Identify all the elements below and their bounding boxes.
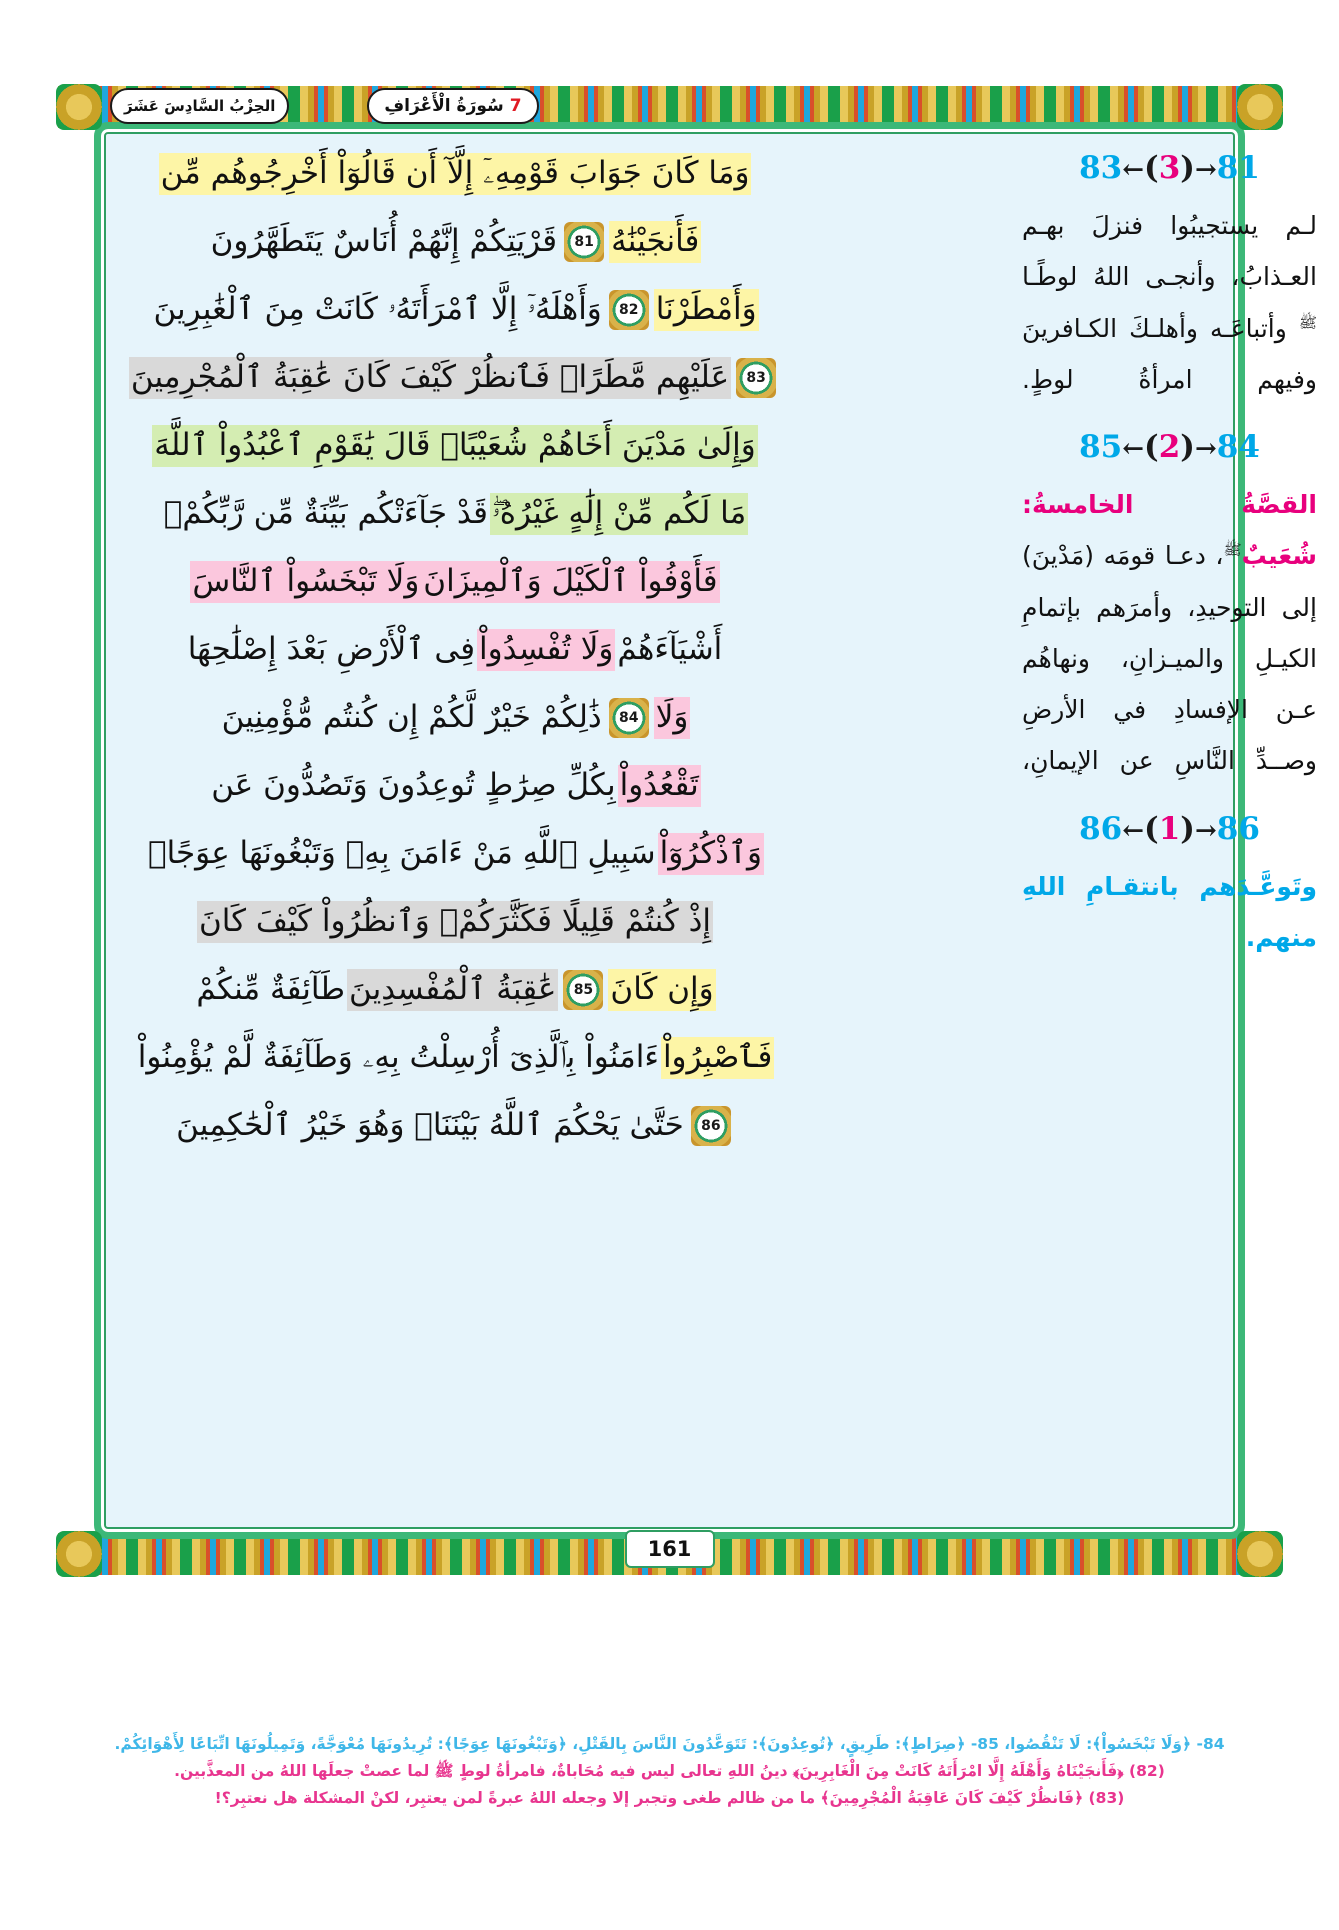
aya-number: 82 (619, 302, 639, 318)
tafsir-text-run: وأتباعَـه وأهلـكَ الكـافرينَ وفيهم امرأةُ لوطٍ. (1022, 313, 1317, 394)
quran-text-segment: سَبِيلِ ٱللَّهِ مَنْ ءَامَنَ بِهِۦ وَتَبْغُونَهَا عِوَجًاۚ (147, 835, 656, 872)
quran-line (110, 684, 800, 752)
tafsir-paragraph (1022, 479, 1317, 787)
surah-number: 7 (509, 96, 522, 116)
quran-text-segment: وَلَا (654, 697, 691, 739)
range-right-aya: 81 (1216, 150, 1260, 186)
surah-name: سُورَةُ الْأَعْرَافِ (384, 96, 504, 116)
frame-corner-bottom-left (56, 1531, 102, 1577)
quran-text-segment: فَأَنجَيْنَٰهُ (609, 221, 701, 263)
range-left-aya: 86 (1079, 810, 1123, 847)
quran-text-segment: عَلَيْهِم مَّطَرًاۖ فَٱنظُرْ كَيْفَ كَانَ عَٰقِبَةُ ٱلْمُجْرِمِينَ (129, 357, 731, 399)
tafsir-sidebar (1022, 150, 1317, 987)
quran-text-segment: وَٱذْكُرُوٓاْ (658, 833, 764, 875)
quran-text-segment: قَرْيَتِكُمْ إِنَّهُمْ أُنَاسٌ يَتَطَهَّرُونَ (210, 223, 558, 260)
quran-text-segment: أَشْيَآءَهُمْ (617, 631, 723, 668)
quran-line (110, 208, 800, 276)
quran-line (110, 1092, 800, 1160)
footnotes-section (40, 1731, 1299, 1812)
quran-text-segment: قَدْ جَآءَتْكُم بَيِّنَةٌ مِّن رَّبِّكُمْۖ (163, 495, 488, 532)
aya-number-marker (609, 698, 649, 738)
tafsir-text-run: القصَّةُ الخامسةُ: (1022, 490, 1317, 519)
quran-text-segment: طَآئِفَةٌ مِّنكُمْ (196, 971, 346, 1008)
range-right-aya: 86 (1216, 810, 1260, 847)
aya-number: 85 (573, 982, 594, 998)
frame-corner-top-right (1237, 84, 1283, 130)
footnote-line: (83) ﴿فَانظُرْ كَيْفَ كَانَ عَاقِبَةُ الْمُجْرِمِينَ﴾ ما من ظالم طغى وتجبر إلا وجعله اللهُ عبرةً لمن يعتبِر، لكنْ المشكلة هل نعتبِر؟! (214, 1788, 1125, 1807)
quran-text-segment: بِكُلِّ صِرَٰطٍ تُوعِدُونَ وَتَصُدُّونَ عَن (211, 767, 616, 804)
tafsir-text-run: وتَوعَّـدَهم بانتقـامِ اللهِ منهم. (1022, 871, 1317, 952)
quran-line (110, 140, 800, 208)
quran-text-block (110, 140, 800, 1290)
hizb-badge (110, 88, 289, 124)
tafsir-block (1022, 811, 1317, 964)
tafsir-text-run: ، دعـا قومَه (مَدْينَ) إلى التوحيدِ، وأمرَهم بإتمامِ الكيـلِ والميـزانِ، ونهاهُم عـن الإفسادِ في الأرضِ وصــدِّ النَّاسِ عن الإيمانِ، (1022, 541, 1317, 776)
quran-text-segment: فِى ٱلْأَرْضِ بَعْدَ إِصْلَٰحِهَا (187, 631, 476, 668)
aya-number-marker (691, 1106, 731, 1146)
hizb-label: الحِزْبُ السَّادِسَ عَشَرَ (124, 97, 276, 115)
page-number: 161 (647, 1537, 692, 1561)
aya-number-marker (563, 970, 603, 1010)
tafsir-paragraph (1022, 861, 1317, 964)
aya-range-header (1022, 150, 1317, 186)
quran-line (110, 888, 800, 956)
range-aya-count: 1 (1158, 810, 1181, 847)
page-number-badge (625, 1530, 715, 1568)
quran-text-segment: تَقْعُدُواْ (618, 765, 701, 807)
quran-text-segment: إِذْ كُنتُمْ قَلِيلًا فَكَثَّرَكُمْۖ وَٱنظُرُواْ كَيْفَ كَانَ (197, 901, 713, 943)
honorific-icon: ﷺ (1298, 313, 1317, 332)
aya-number-marker (609, 290, 649, 330)
range-paren-close: ) (1180, 810, 1195, 847)
quran-text-segment: حَتَّىٰ يَحْكُمَ ٱللَّهُ بَيْنَنَاۚ وَهُوَ خَيْرُ ٱلْحَٰكِمِينَ (176, 1107, 684, 1144)
right-arrow-icon: → (1194, 434, 1217, 464)
quran-text-segment: وَلَا تَبْخَسُواْ ٱلنَّاسَ (190, 561, 421, 603)
quran-text-segment: وَإِن كَانَ (608, 969, 715, 1011)
tafsir-text-run: شُعَيبٌ (1241, 541, 1317, 571)
quran-line (110, 480, 800, 548)
range-aya-count: 2 (1158, 429, 1181, 465)
quran-text-segment: وَلَا تُفْسِدُواْ (477, 629, 615, 671)
frame-corner-top-left (56, 84, 102, 130)
tafsir-block (1022, 429, 1317, 787)
aya-number: 83 (746, 370, 766, 386)
left-arrow-icon: ← (1122, 155, 1145, 185)
frame-corner-bottom-right (1237, 1531, 1283, 1577)
quran-line (110, 956, 800, 1024)
range-paren-open: ( (1144, 429, 1159, 465)
tafsir-text-run: لـم يستجيبُوا فنزلَ بهـم العـذابُ، وأنجـى اللهُ لوطًـا (1022, 211, 1317, 292)
quran-text-segment: ذَٰلِكُمْ خَيْرٌ لَّكُمْ إِن كُنتُم مُّؤْمِنِينَ (221, 699, 602, 736)
quran-text-segment: ءَامَنُواْ بِٱلَّذِىٓ أُرْسِلْتُ بِهِۦ وَطَآئِفَةٌ لَّمْ يُؤْمِنُواْ (137, 1039, 659, 1076)
right-arrow-icon: → (1194, 815, 1217, 846)
quran-text-segment: وَمَا كَانَ جَوَابَ قَوْمِهِۦٓ إِلَّآ أَن قَالُوٓاْ أَخْرِجُوهُم مِّن (159, 153, 752, 195)
footnote-line: (82) ﴿فَأَنجَيْنَاهُ وَأَهْلَهُ إِلَّا امْرَأَتَهُ كَانَتْ مِنَ الْغَابِرِينَ﴾ دينُ اللهِ تعالى ليس فيه مُحَاباةٌ، فامرأةُ لوطٍ ﷺ لما عصتْ جعلَها اللهُ من المعذَّبين. (174, 1761, 1165, 1780)
quran-text-segment: وَأَمْطَرْنَا (654, 289, 759, 331)
range-left-aya: 83 (1079, 150, 1123, 186)
quran-line (110, 276, 800, 344)
quran-line (110, 616, 800, 684)
quran-line (110, 412, 800, 480)
quran-line (110, 1024, 800, 1092)
quran-text-segment: عَٰقِبَةُ ٱلْمُفْسِدِينَ (347, 969, 558, 1011)
quran-line (110, 344, 800, 412)
aya-range-header (1022, 811, 1317, 847)
range-aya-count: 3 (1158, 150, 1181, 186)
quran-line (110, 752, 800, 820)
range-paren-close: ) (1180, 429, 1195, 465)
tafsir-paragraph (1022, 200, 1317, 405)
left-arrow-icon: ← (1122, 815, 1145, 846)
surah-title-badge (367, 88, 539, 124)
left-arrow-icon: ← (1122, 434, 1145, 464)
aya-number: 84 (619, 710, 639, 726)
quran-text-segment: مَا لَكُم مِّنْ إِلَٰهٍ غَيْرُهُۥۖ (490, 493, 748, 535)
footnote-line: 84- ﴿وَلَا تَبْخَسُواْ﴾: لَا تَنْقُصُوا، 85- ﴿صِرَاطٍ﴾: طَرِيقٍ، ﴿تُوعِدُونَ﴾: تَتَوَعَّدُونَ النَّاسَ بِالقَتْلِ، ﴿وَتَبْغُونَهَا عِوَجًا﴾: تُرِيدُونَهَا مُعْوَجَّةً، وَتَمِيلُونَهَا اتِّبَاعًا لِأَهْوَائِكُمْ. (114, 1734, 1225, 1753)
honorific-icon: ﷺ (1223, 540, 1242, 559)
range-left-aya: 85 (1079, 429, 1123, 465)
right-arrow-icon: → (1194, 155, 1217, 185)
tafsir-block (1022, 150, 1317, 405)
quran-text-segment: فَٱصْبِرُواْ (661, 1037, 774, 1079)
range-right-aya: 84 (1216, 429, 1260, 465)
aya-number: 86 (701, 1118, 721, 1134)
aya-number-marker (736, 358, 776, 398)
range-paren-open: ( (1144, 810, 1159, 847)
aya-number: 81 (574, 234, 594, 250)
quran-text-segment: وَإِلَىٰ مَدْيَنَ أَخَاهُمْ شُعَيْبًاۚ قَالَ يَٰقَوْمِ ٱعْبُدُواْ ٱللَّهَ (152, 425, 758, 467)
aya-number-marker (564, 222, 604, 262)
quran-text-segment: وَأَهْلَهُۥٓ إِلَّا ٱمْرَأَتَهُۥ كَانَتْ مِنَ ٱلْغَٰبِرِينَ (153, 291, 602, 328)
quran-text-segment: فَأَوْفُواْ ٱلْكَيْلَ وَٱلْمِيزَانَ (421, 561, 719, 603)
quran-line (110, 820, 800, 888)
range-paren-open: ( (1144, 150, 1159, 186)
quran-line (110, 548, 800, 616)
aya-range-header (1022, 429, 1317, 465)
range-paren-close: ) (1180, 150, 1195, 186)
